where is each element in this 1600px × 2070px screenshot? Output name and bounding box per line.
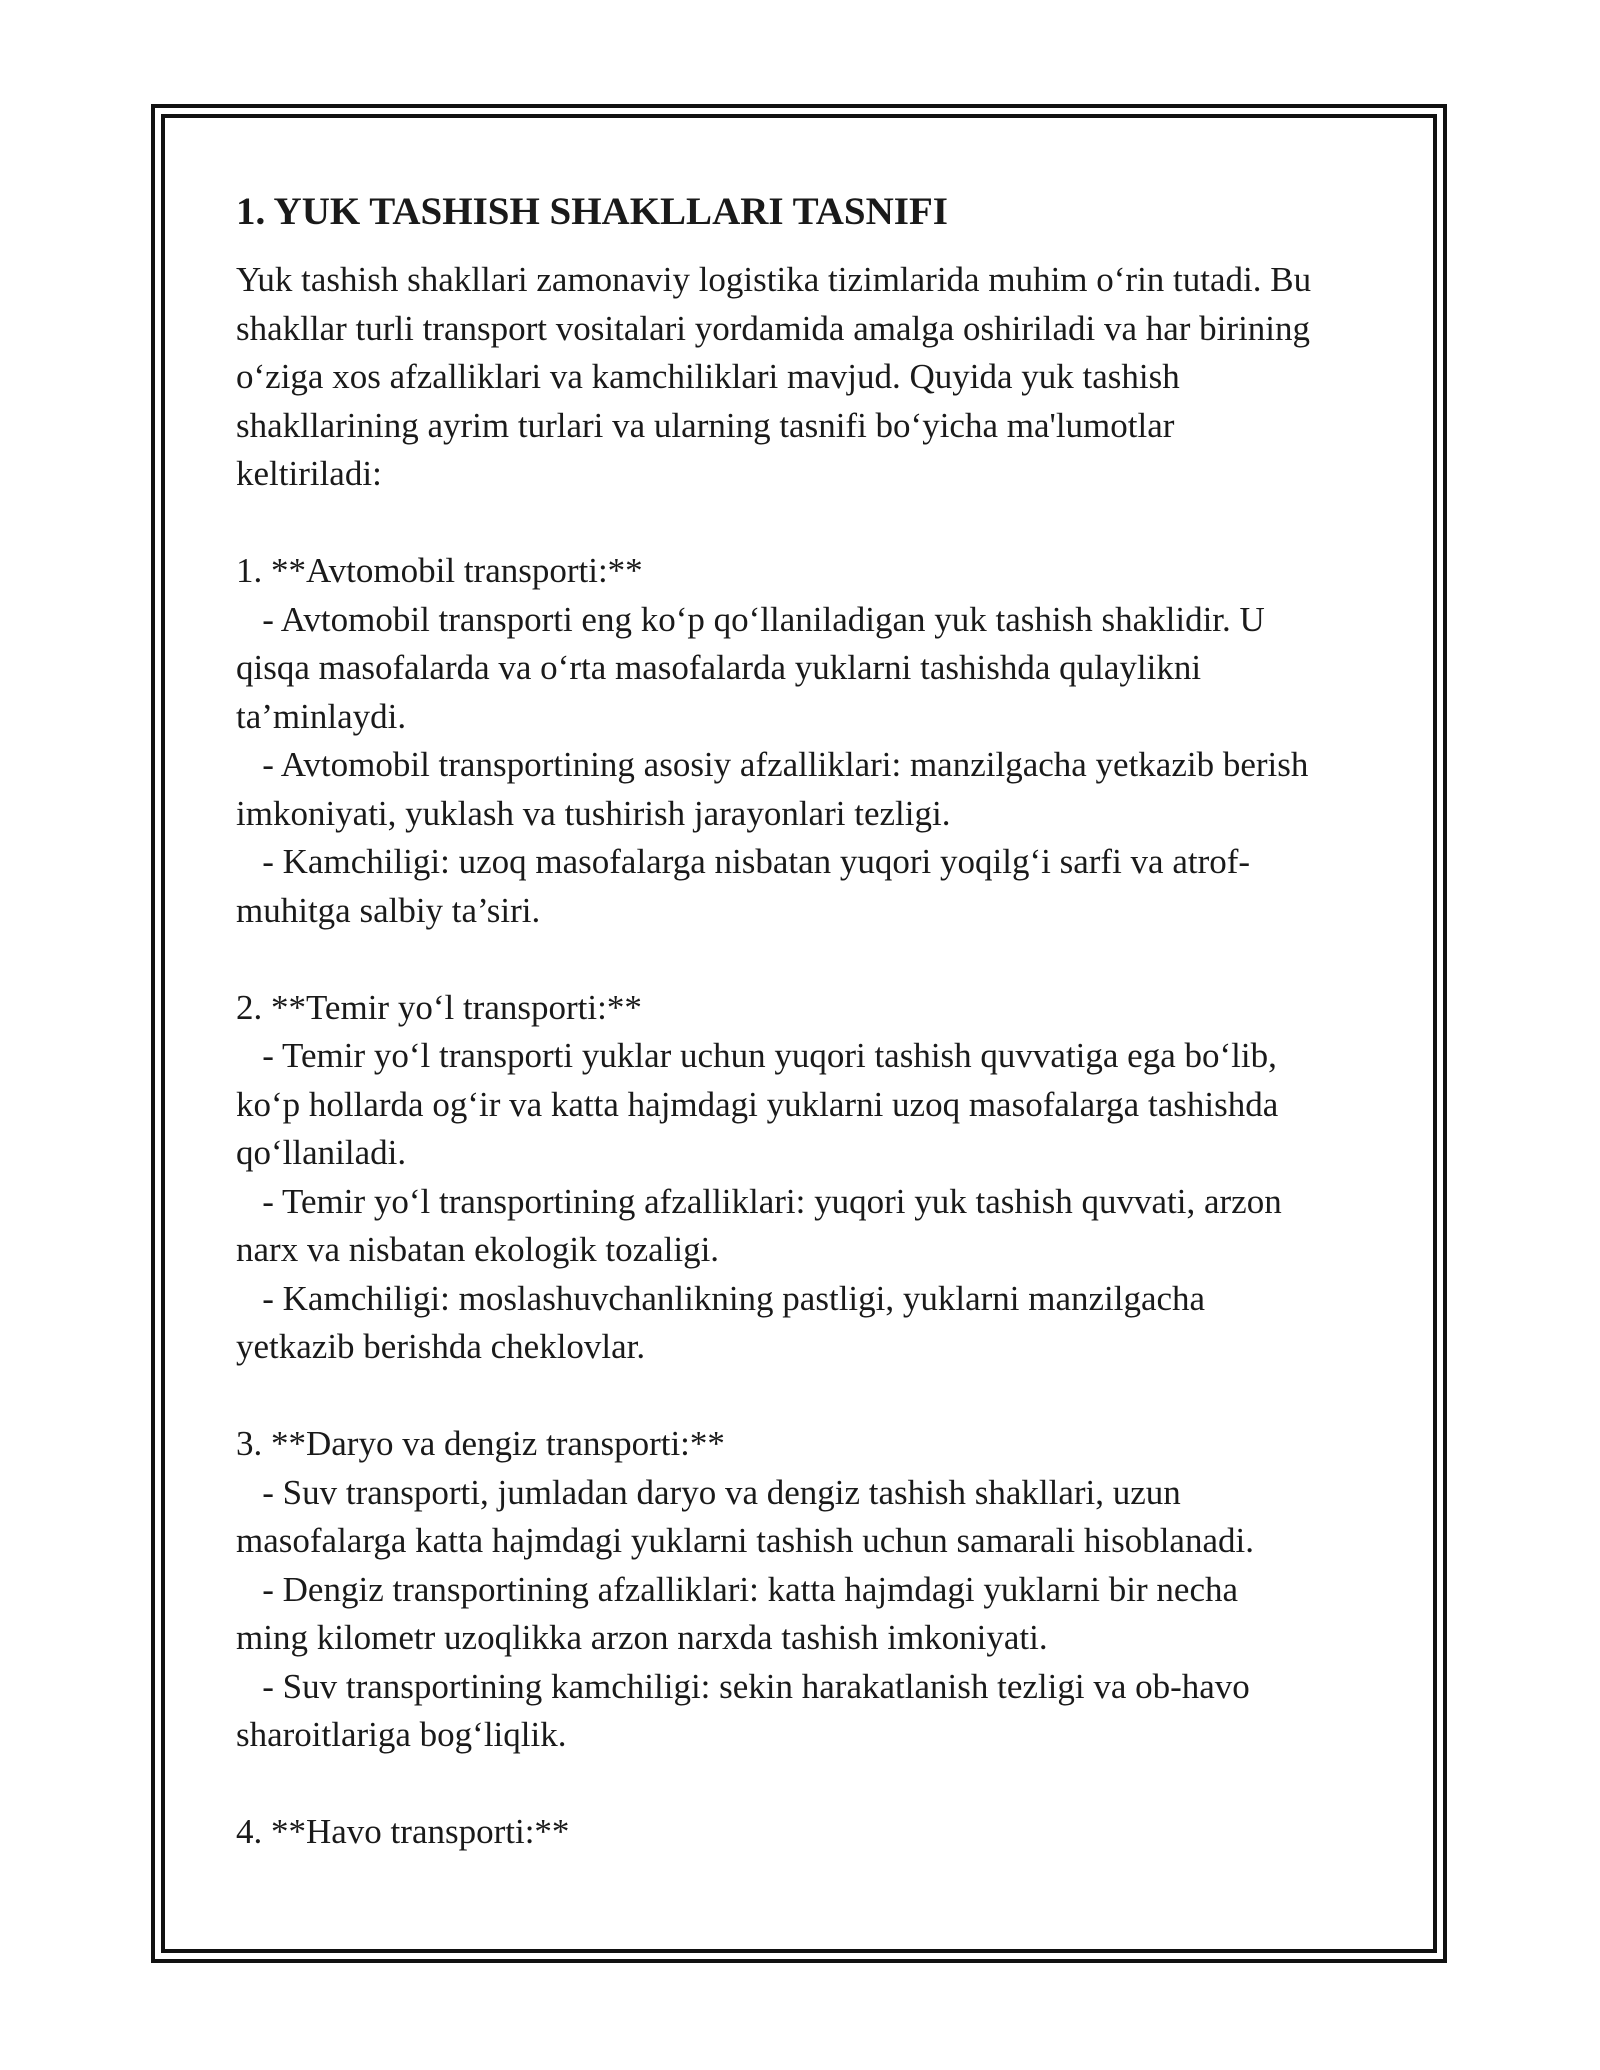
section-line: ta’minlaydi.	[236, 696, 407, 736]
section-temir-yol	[236, 984, 1376, 1372]
section-line: - Temir yo‘l transportining afzalliklari: yuqori yuk tashish quvvati, arzon	[236, 1181, 1282, 1221]
section-line: muhitga salbiy ta’siri.	[236, 890, 541, 930]
section-title: 2. **Temir yo‘l transporti:**	[236, 987, 642, 1027]
intro-line: o‘ziga xos afzalliklari va kamchiliklari mavjud. Quyida yuk tashish	[236, 357, 1180, 396]
intro-line: shakllar turli transport vositalari yordamida amalga oshiriladi va har birining	[236, 308, 1311, 348]
section-line: - Avtomobil transportining asosiy afzalliklari: manzilgacha yetkazib berish	[236, 745, 1309, 784]
section-title: 1. **Avtomobil transporti:**	[236, 551, 643, 590]
section-line: - Suv transportining kamchiligi: sekin harakatlanish tezligi va ob-havo	[236, 1666, 1250, 1706]
section-daryo-dengiz	[236, 1420, 1376, 1760]
section-title: 3. **Daryo va dengiz transporti:**	[236, 1424, 725, 1463]
section-title: 4. **Havo transporti:**	[236, 1812, 570, 1851]
intro-paragraph	[236, 256, 1376, 499]
intro-line: shakllarining ayrim turlari va ularning tasnifi bo‘yicha ma'lumotlar	[236, 405, 1175, 445]
section-line: imkoniyati, yuklash va tushirish jarayonlari tezligi.	[236, 793, 951, 833]
section-line: qo‘llaniladi.	[236, 1133, 407, 1172]
section-line: ming kilometr uzoqlikka arzon narxda tashish imkoniyati.	[236, 1618, 1048, 1657]
section-line: - Dengiz transportining afzalliklari: katta hajmdagi yuklarni bir necha	[236, 1569, 1239, 1609]
section-havo	[236, 1808, 1376, 1857]
section-line: - Kamchiligi: moslashuvchanlikning pastligi, yuklarni manzilgacha	[236, 1278, 1206, 1318]
paragraph-spacer	[236, 935, 1376, 984]
section-line: - Temir yo‘l transporti yuklar uchun yuqori tashish quvvatiga ega bo‘lib,	[236, 1036, 1277, 1075]
intro-line: Yuk tashish shakllari zamonaviy logistika tizimlarida muhim o‘rin tutadi. Bu	[236, 260, 1312, 299]
section-heading: 1. YUK TASHISH SHAKLLARI TASNIFI	[236, 190, 948, 233]
section-line: ko‘p hollarda og‘ir va katta hajmdagi yuklarni uzoq masofalarga tashishda	[236, 1084, 1279, 1124]
section-line: - Suv transporti, jumladan daryo va dengiz tashish shakllari, uzun	[236, 1472, 1181, 1512]
section-line: narx va nisbatan ekologik tozaligi.	[236, 1230, 720, 1269]
section-line: sharoitlariga bog‘liqlik.	[236, 1715, 567, 1754]
document-body	[236, 186, 1376, 1857]
section-avtomobil	[236, 547, 1376, 935]
paragraph-spacer	[236, 1372, 1376, 1421]
paragraph-spacer	[236, 1760, 1376, 1809]
section-line: masofalarga katta hajmdagi yuklarni tashish uchun samarali hisoblanadi.	[236, 1521, 1254, 1560]
section-line: qisqa masofalarda va o‘rta masofalarda yuklarni tashishda qulaylikni	[236, 648, 1202, 687]
intro-line: keltiriladi:	[236, 454, 382, 493]
paragraph-spacer	[236, 499, 1376, 548]
section-line: - Avtomobil transporti eng ko‘p qo‘llaniladigan yuk tashish shaklidir. U	[236, 599, 1265, 639]
section-line: - Kamchiligi: uzoq masofalarga nisbatan yuqori yoqilg‘i sarfi va atrof-	[236, 842, 1251, 881]
section-line: yetkazib berishda cheklovlar.	[236, 1327, 646, 1366]
